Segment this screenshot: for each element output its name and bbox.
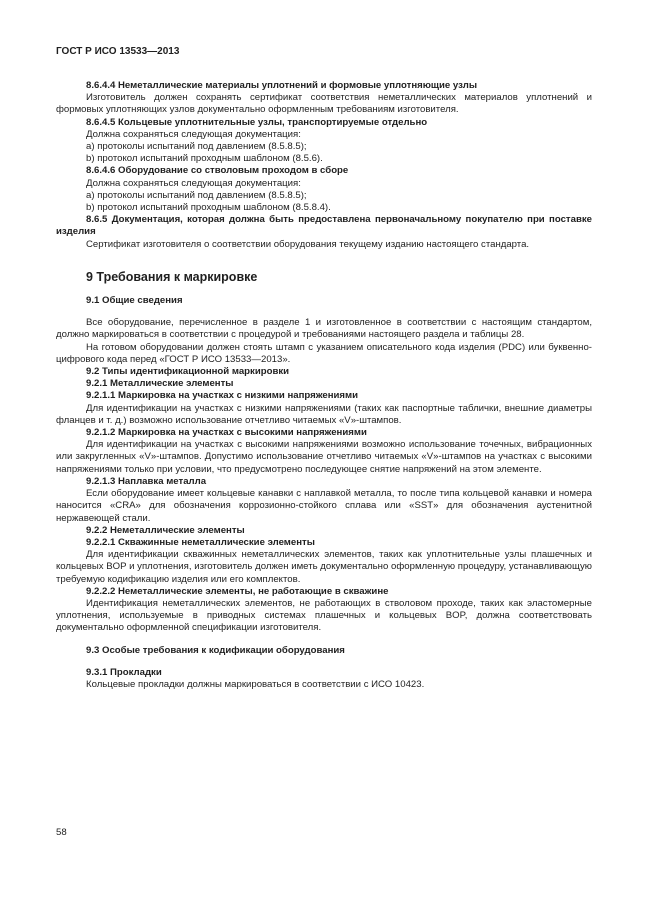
clause-heading: 8.6.5 Документация, которая должна быть предоставлена первоначальному покупателю при поставке изделия — [56, 214, 592, 238]
paragraph: Сертификат изготовителя о соответствии оборудования текущему изданию настоящего стандарта. — [86, 238, 530, 250]
body-text — [56, 80, 592, 691]
paragraph: Должна сохраняться следующая документация: — [86, 177, 301, 189]
paragraph: b) протокол испытаний проходным шаблоном (8.5.6). — [86, 153, 323, 165]
section-heading: 9.3 Особые требования к кодификации оборудования — [86, 644, 345, 656]
paragraph: а) протоколы испытаний под давлением (8.5.8.5); — [86, 141, 307, 153]
paragraph: Изготовитель должен сохранять сертификат соответствия неметаллических материалов уплотнений и формовых уплотняющих узлов документально оформленным требованиям изготовителя. — [56, 92, 592, 116]
clause-heading: 9.2.2.2 Неметаллические элементы, не работающие в скважине — [86, 585, 389, 597]
clause-heading: 8.6.4.4 Неметаллические материалы уплотнений и формовые уплотняющие узлы — [86, 80, 478, 91]
paragraph: Если оборудование имеет кольцевые канавки с наплавкой металла, то после типа кольцевой канавки и номера наносится «CRA» для обозначения коррозионно-стойкого сплава или «SST» для обозначения аустенитной нержавеющей стали. — [56, 488, 592, 524]
clause-heading: 9.2.1.3 Наплавка металла — [86, 475, 207, 487]
clause-heading: 9.2 Типы идентификационной маркировки — [86, 366, 290, 378]
clause-heading: 9.2.2.1 Скважинные неметаллические элементы — [86, 536, 315, 548]
paragraph: Должна сохраняться следующая документация: — [86, 128, 301, 140]
paragraph: Все оборудование, перечисленное в разделе 1 и изготовленное в соответствии с настоящим стандартом, должно маркироваться в соответствии с процедурой и требованиями настоящего раздела и таблицы 28. — [56, 317, 592, 341]
paragraph: Кольцевые прокладки должны маркироваться в соответствии с ИСО 10423. — [86, 678, 425, 690]
paragraph: а) протоколы испытаний под давлением (8.5.8.5); — [86, 189, 307, 201]
paragraph: На готовом оборудовании должен стоять штамп с указанием описательного кода изделия (PDC) или буквенно-цифрового кода перед «ГОСТ Р ИСО 13533—2013». — [56, 341, 592, 365]
paragraph: Идентификация неметаллических элементов, не работающих в стволовом проходе, таких как эластомерные уплотнения, используемые в приводных системах плашечных и кольцевых BOP, должна соответствовать документально оформленной спецификации изготовителя. — [56, 597, 592, 634]
clause-heading: 9.2.1.1 Маркировка на участках с низкими напряжениями — [86, 390, 359, 402]
paragraph: Для идентификации на участках с низкими напряжениями (таких как паспортные таблички, внешние диаметры фланцев и т. д.) возможно использование отчетливо читаемых «V»-штампов. — [56, 402, 592, 426]
section-heading: 9.1 Общие сведения — [86, 295, 183, 307]
clause-heading: 8.6.4.5 Кольцевые уплотнительные узлы, транспортируемые отдельно — [86, 116, 428, 128]
clause-heading: 9.2.2 Неметаллические элементы — [86, 524, 245, 536]
section-heading: 9 Требования к маркировке — [86, 269, 258, 284]
running-header: ГОСТ Р ИСО 13533—2013 — [56, 46, 180, 57]
clause-heading: 9.2.1.2 Маркировка на участках с высокими напряжениями — [86, 427, 367, 439]
clause-heading: 8.6.4.6 Оборудование со стволовым проходом в сборе — [86, 165, 349, 177]
paragraph: Для идентификации на участках с высокими напряжениями возможно использование точечных, вибрационных или закругленных «V»-штампов. Допустимо использование отчетливо читаемых «V»-штампов на участках с высокими напряжениями только при условии, что предусмотрено последующее снятие напряжений на этом элементе. — [56, 439, 592, 475]
clause-heading: 9.3.1 Прокладки — [86, 666, 162, 678]
page-number: 58 — [56, 827, 67, 838]
paragraph: Для идентификации скважинных неметаллических элементов, таких как уплотнительные узлы плашечных и кольцевых BOP и уплотнения, изготовитель должен иметь документально оформленную процедуру, устанавливающую требуемую кодификацию изделия или его комплектов. — [56, 549, 592, 585]
paragraph: b) протокол испытаний проходным шаблоном (8.5.8.4). — [86, 202, 331, 214]
clause-heading: 9.2.1 Металлические элементы — [86, 378, 234, 390]
